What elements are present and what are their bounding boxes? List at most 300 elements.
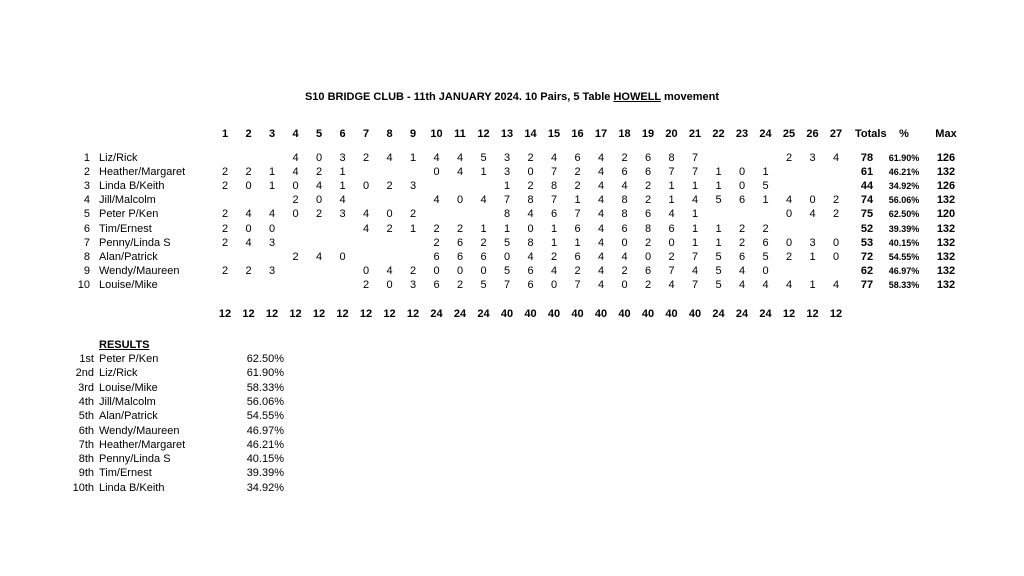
board-max: 24 xyxy=(477,308,490,320)
board-number: 9 xyxy=(409,128,417,140)
score-cell: 7 xyxy=(668,264,675,277)
score-cell: 2 xyxy=(386,222,393,235)
board-max: 12 xyxy=(359,308,373,320)
score-cell: 4 xyxy=(597,152,605,164)
score-cell: 1 xyxy=(691,236,699,249)
score-cell: 8 xyxy=(527,236,534,249)
score-cell: 0 xyxy=(621,236,628,249)
total-score: 52 xyxy=(860,222,874,235)
score-cell: 2 xyxy=(480,236,487,249)
score-cell: 2 xyxy=(621,264,628,277)
score-cell: 2 xyxy=(762,222,769,235)
score-cell: 6 xyxy=(644,166,652,179)
board-max: 12 xyxy=(242,308,255,320)
score-cell: 4 xyxy=(597,222,605,235)
score-cell: 0 xyxy=(503,250,511,263)
score-cell: 4 xyxy=(621,180,628,193)
board-max: 12 xyxy=(289,308,302,320)
score-cell: 1 xyxy=(668,194,675,207)
table-row xyxy=(0,250,1024,264)
score-cell: 8 xyxy=(621,194,628,207)
result-percent: 46.97% xyxy=(246,424,284,437)
board-number: 11 xyxy=(454,128,466,140)
score-cell: 4 xyxy=(668,278,675,291)
board-number: 6 xyxy=(339,128,346,140)
score-cell: 0 xyxy=(245,180,252,193)
result-place: 5th xyxy=(78,410,94,423)
board-number: 13 xyxy=(500,128,514,140)
score-cell: 4 xyxy=(597,264,605,277)
result-place: 3rd xyxy=(78,381,94,394)
score-cell: 5 xyxy=(715,278,722,291)
result-name: Liz/Rick xyxy=(99,367,138,380)
score-cell: 4 xyxy=(597,180,605,193)
result-percent: 34.92% xyxy=(246,481,284,494)
board-max: 40 xyxy=(500,308,514,320)
total-score: 72 xyxy=(860,250,874,263)
board-max: 12 xyxy=(383,308,396,320)
score-cell: 1 xyxy=(503,180,511,193)
table-row xyxy=(0,193,1024,207)
results-heading: RESULTS xyxy=(99,339,150,351)
score-cell: 6 xyxy=(738,250,746,263)
total-score: 78 xyxy=(860,152,874,164)
board-max: 24 xyxy=(712,308,725,320)
pair-name: Heather/Margaret xyxy=(99,166,186,179)
result-name: Linda B/Keith xyxy=(99,481,165,494)
score-cell: 4 xyxy=(433,194,440,207)
board-number: 8 xyxy=(386,128,393,140)
score-cell: 1 xyxy=(574,236,581,249)
result-percent: 40.15% xyxy=(246,453,284,466)
score-cell: 7 xyxy=(503,194,511,207)
result-percent: 61.90% xyxy=(246,367,284,380)
score-cell: 4 xyxy=(809,208,816,221)
score-cell: 2 xyxy=(433,236,440,249)
percent-score: 34.92% xyxy=(888,181,920,192)
score-cell: 4 xyxy=(597,236,605,249)
result-percent: 46.21% xyxy=(246,438,284,451)
score-cell: 4 xyxy=(386,264,393,277)
score-cell: 2 xyxy=(386,180,393,193)
board-number: 16 xyxy=(571,128,584,140)
score-cell: 0 xyxy=(292,208,299,221)
score-cell: 6 xyxy=(433,250,440,263)
score-cell: 0 xyxy=(644,250,652,263)
score-cell: 0 xyxy=(527,222,534,235)
score-cell: 4 xyxy=(292,152,299,164)
score-cell: 7 xyxy=(691,278,699,291)
board-number: 24 xyxy=(759,128,772,140)
score-cell: 0 xyxy=(362,180,370,193)
result-name: Jill/Malcolm xyxy=(99,395,156,408)
score-cell: 2 xyxy=(574,180,581,193)
table-row xyxy=(0,207,1024,221)
score-cell: 1 xyxy=(715,236,722,249)
score-cell: 4 xyxy=(832,278,840,291)
score-cell: 4 xyxy=(597,166,605,179)
pair-name: Louise/Mike xyxy=(99,278,158,291)
pair-name: Liz/Rick xyxy=(99,152,138,164)
score-cell: 0 xyxy=(668,236,675,249)
board-number: 18 xyxy=(618,128,631,140)
score-cell: 1 xyxy=(762,194,769,207)
result-name: Wendy/Maureen xyxy=(99,424,180,437)
board-number: 14 xyxy=(524,128,537,140)
table-row xyxy=(0,278,1024,292)
pair-number: 4 xyxy=(83,194,90,207)
score-cell: 1 xyxy=(339,166,346,179)
score-cell: 5 xyxy=(480,152,487,164)
score-cell: 0 xyxy=(245,222,252,235)
board-max: 24 xyxy=(430,308,443,320)
board-max: 40 xyxy=(641,308,655,320)
board-max: 12 xyxy=(265,308,279,320)
score-cell: 1 xyxy=(691,222,699,235)
score-cell: 4 xyxy=(245,208,252,221)
board-number: 22 xyxy=(712,128,725,140)
pair-name: Penny/Linda S xyxy=(99,236,171,249)
score-cell: 0 xyxy=(785,236,793,249)
score-cell: 5 xyxy=(762,250,769,263)
score-cell: 4 xyxy=(597,208,605,221)
board-max: 24 xyxy=(453,308,467,320)
score-cell: 6 xyxy=(527,278,534,291)
pair-number: 3 xyxy=(83,180,90,193)
score-cell: 4 xyxy=(691,264,699,277)
percent-score: 56.06% xyxy=(888,195,920,206)
percent-header: % xyxy=(899,128,909,140)
score-cell: 4 xyxy=(362,208,370,221)
score-cell: 4 xyxy=(550,264,558,277)
score-cell: 4 xyxy=(832,152,840,164)
score-cell: 1 xyxy=(809,278,816,291)
score-cell: 2 xyxy=(221,222,229,235)
table-footer xyxy=(0,307,1024,321)
score-cell: 7 xyxy=(574,278,581,291)
score-cell: 4 xyxy=(292,166,299,179)
score-cell: 5 xyxy=(762,180,769,193)
score-cell: 0 xyxy=(809,194,816,207)
board-number: 15 xyxy=(547,128,561,140)
score-cell: 2 xyxy=(621,152,628,164)
score-cell: 1 xyxy=(409,222,417,235)
board-number: 12 xyxy=(477,128,490,140)
score-cell: 4 xyxy=(527,250,534,263)
percent-score: 54.55% xyxy=(888,251,920,262)
max-score: 132 xyxy=(936,222,956,235)
max-score: 120 xyxy=(936,208,956,221)
score-cell: 0 xyxy=(832,250,840,263)
pair-name: Jill/Malcolm xyxy=(99,194,156,207)
pair-number: 2 xyxy=(83,166,90,179)
result-row xyxy=(0,395,400,409)
score-cell: 5 xyxy=(503,236,511,249)
result-row xyxy=(0,381,400,395)
max-score: 132 xyxy=(936,278,956,291)
total-score: 77 xyxy=(860,278,874,291)
max-score: 126 xyxy=(936,152,956,164)
board-number: 7 xyxy=(362,128,370,140)
result-row xyxy=(0,466,400,480)
result-name: Tim/Ernest xyxy=(99,467,152,480)
score-cell: 8 xyxy=(527,194,534,207)
score-cell: 2 xyxy=(644,194,652,207)
score-cell: 4 xyxy=(456,152,464,164)
score-cell: 2 xyxy=(574,166,581,179)
title-suffix: movement xyxy=(660,91,720,103)
score-cell: 4 xyxy=(597,250,605,263)
pair-number: 8 xyxy=(83,250,90,263)
score-cell: 2 xyxy=(832,208,840,221)
score-cell: 1 xyxy=(715,180,722,193)
table-row xyxy=(0,179,1024,193)
board-max: 40 xyxy=(618,308,631,320)
score-cell: 1 xyxy=(503,222,511,235)
score-cell: 6 xyxy=(762,236,769,249)
score-cell: 3 xyxy=(809,152,816,164)
score-cell: 2 xyxy=(668,250,675,263)
result-percent: 54.55% xyxy=(246,410,284,423)
percent-score: 62.50% xyxy=(888,209,920,220)
score-cell: 0 xyxy=(315,194,323,207)
score-cell: 7 xyxy=(691,166,699,179)
score-cell: 5 xyxy=(480,278,487,291)
score-cell: 6 xyxy=(527,264,534,277)
score-cell: 4 xyxy=(597,278,605,291)
score-cell: 1 xyxy=(480,222,487,235)
score-cell: 0 xyxy=(292,180,299,193)
score-cell: 2 xyxy=(785,250,793,263)
percent-score: 61.90% xyxy=(888,153,920,163)
result-row xyxy=(0,352,400,366)
result-name: Louise/Mike xyxy=(99,381,158,394)
max-header: Max xyxy=(935,128,957,140)
board-number: 1 xyxy=(221,128,229,140)
board-max: 40 xyxy=(524,308,537,320)
score-cell: 4 xyxy=(315,180,323,193)
title-text: S10 BRIDGE CLUB - 11th JANUARY 2024. 10 Pairs, 5 Table xyxy=(304,91,614,103)
result-percent: 56.06% xyxy=(246,395,284,408)
score-cell: 6 xyxy=(574,250,581,263)
score-cell: 3 xyxy=(503,166,511,179)
score-cell: 0 xyxy=(785,208,793,221)
percent-score: 39.39% xyxy=(888,223,920,234)
score-cell: 3 xyxy=(339,208,346,221)
max-score: 132 xyxy=(936,194,956,207)
result-place: 8th xyxy=(78,453,94,466)
score-cell: 7 xyxy=(691,152,699,164)
score-cell: 2 xyxy=(433,222,440,235)
score-cell: 0 xyxy=(268,222,276,235)
pair-number: 6 xyxy=(83,222,90,235)
board-max: 40 xyxy=(594,308,608,320)
score-cell: 2 xyxy=(550,250,558,263)
score-cell: 1 xyxy=(809,250,816,263)
result-name: Heather/Margaret xyxy=(99,438,186,451)
score-cell: 1 xyxy=(268,180,276,193)
board-number: 4 xyxy=(292,128,299,140)
score-cell: 1 xyxy=(550,222,558,235)
table-row xyxy=(0,264,1024,278)
score-cell: 4 xyxy=(785,194,793,207)
result-place: 9th xyxy=(78,467,94,480)
score-cell: 2 xyxy=(409,208,417,221)
pair-name: Alan/Patrick xyxy=(99,250,158,263)
score-cell: 8 xyxy=(644,222,652,235)
score-cell: 6 xyxy=(668,222,675,235)
board-number: 26 xyxy=(806,128,819,140)
board-number: 10 xyxy=(430,128,443,140)
score-cell: 4 xyxy=(691,194,699,207)
board-number: 19 xyxy=(641,128,655,140)
result-row xyxy=(0,438,400,452)
score-cell: 2 xyxy=(221,180,229,193)
score-cell: 6 xyxy=(644,208,652,221)
total-score: 61 xyxy=(860,166,874,179)
score-cell: 0 xyxy=(738,180,746,193)
score-cell: 2 xyxy=(738,222,746,235)
score-cell: 2 xyxy=(644,236,652,249)
max-score: 132 xyxy=(936,236,956,249)
score-cell: 3 xyxy=(809,236,816,249)
score-cell: 1 xyxy=(409,152,417,164)
score-cell: 4 xyxy=(386,152,393,164)
score-cell: 8 xyxy=(668,152,675,164)
score-cell: 4 xyxy=(480,194,487,207)
board-number: 17 xyxy=(594,128,608,140)
score-cell: 4 xyxy=(550,152,558,164)
score-cell: 2 xyxy=(574,264,581,277)
score-cell: 4 xyxy=(762,278,769,291)
score-cell: 8 xyxy=(550,180,558,193)
score-cell: 2 xyxy=(785,152,793,164)
score-cell: 4 xyxy=(738,264,746,277)
score-cell: 4 xyxy=(621,250,628,263)
score-cell: 4 xyxy=(668,208,675,221)
score-cell: 1 xyxy=(762,166,769,179)
score-cell: 2 xyxy=(527,180,534,193)
score-cell: 1 xyxy=(480,166,487,179)
score-cell: 4 xyxy=(785,278,793,291)
score-cell: 0 xyxy=(362,264,370,277)
result-place: 4th xyxy=(78,395,94,408)
board-max: 40 xyxy=(571,308,584,320)
score-cell: 3 xyxy=(268,264,276,277)
result-percent: 62.50% xyxy=(246,353,284,365)
score-cell: 2 xyxy=(245,264,252,277)
score-cell: 6 xyxy=(456,236,464,249)
result-name: Penny/Linda S xyxy=(99,453,171,466)
score-cell: 1 xyxy=(715,166,722,179)
pair-number: 1 xyxy=(83,152,90,164)
board-number: 2 xyxy=(245,128,252,140)
result-place: 6th xyxy=(78,424,94,437)
score-cell: 4 xyxy=(315,250,323,263)
score-cell: 5 xyxy=(715,264,722,277)
score-cell: 6 xyxy=(644,264,652,277)
board-max: 40 xyxy=(688,308,702,320)
score-cell: 0 xyxy=(456,194,464,207)
total-score: 62 xyxy=(860,264,874,277)
page-title xyxy=(0,91,1024,103)
total-score: 75 xyxy=(860,208,874,221)
result-row xyxy=(0,424,400,438)
board-number: 3 xyxy=(268,128,276,140)
board-number: 23 xyxy=(735,128,749,140)
score-cell: 4 xyxy=(738,278,746,291)
result-place: 7th xyxy=(78,438,94,451)
board-number: 5 xyxy=(315,128,323,140)
score-cell: 7 xyxy=(503,278,511,291)
score-cell: 3 xyxy=(268,236,276,249)
max-score: 132 xyxy=(936,264,956,277)
score-cell: 4 xyxy=(433,152,440,164)
score-cell: 0 xyxy=(621,278,628,291)
score-cell: 4 xyxy=(268,208,276,221)
result-place: 1st xyxy=(79,353,94,365)
board-max: 40 xyxy=(547,308,561,320)
score-cell: 4 xyxy=(245,236,252,249)
score-cell: 2 xyxy=(221,166,229,179)
result-place: 2nd xyxy=(75,367,94,380)
table-row xyxy=(0,151,1024,165)
score-cell: 1 xyxy=(339,180,346,193)
total-score: 44 xyxy=(860,180,874,193)
pair-name: Tim/Ernest xyxy=(99,222,152,235)
score-cell: 2 xyxy=(221,264,229,277)
score-cell: 2 xyxy=(315,166,323,179)
score-cell: 8 xyxy=(621,208,628,221)
score-cell: 7 xyxy=(574,208,581,221)
score-cell: 0 xyxy=(527,166,534,179)
score-cell: 7 xyxy=(550,194,558,207)
result-percent: 58.33% xyxy=(246,381,284,394)
score-cell: 2 xyxy=(409,264,417,277)
result-row xyxy=(0,366,400,380)
score-cell: 6 xyxy=(621,222,628,235)
pair-name: Peter P/Ken xyxy=(99,208,159,221)
score-cell: 5 xyxy=(715,194,722,207)
score-cell: 6 xyxy=(738,194,746,207)
pair-name: Linda B/Keith xyxy=(99,180,165,193)
max-score: 132 xyxy=(936,166,956,179)
result-row xyxy=(0,481,400,495)
board-max: 24 xyxy=(759,308,772,320)
result-name: Peter P/Ken xyxy=(99,353,159,365)
score-cell: 1 xyxy=(574,194,581,207)
result-row xyxy=(0,409,400,423)
percent-score: 46.21% xyxy=(888,167,920,178)
score-cell: 0 xyxy=(550,278,558,291)
score-cell: 2 xyxy=(315,208,323,221)
pair-number: 9 xyxy=(83,264,90,277)
score-cell: 6 xyxy=(550,208,558,221)
board-max: 12 xyxy=(312,308,326,320)
board-max: 12 xyxy=(806,308,819,320)
percent-score: 40.15% xyxy=(888,237,920,248)
score-cell: 2 xyxy=(644,278,652,291)
score-cell: 3 xyxy=(409,278,417,291)
score-cell: 2 xyxy=(221,208,229,221)
table-row xyxy=(0,236,1024,250)
total-score: 74 xyxy=(860,194,874,207)
score-cell: 6 xyxy=(574,152,581,164)
score-cell: 8 xyxy=(503,208,511,221)
score-cell: 5 xyxy=(715,250,722,263)
result-row xyxy=(0,452,400,466)
score-cell: 6 xyxy=(456,250,464,263)
